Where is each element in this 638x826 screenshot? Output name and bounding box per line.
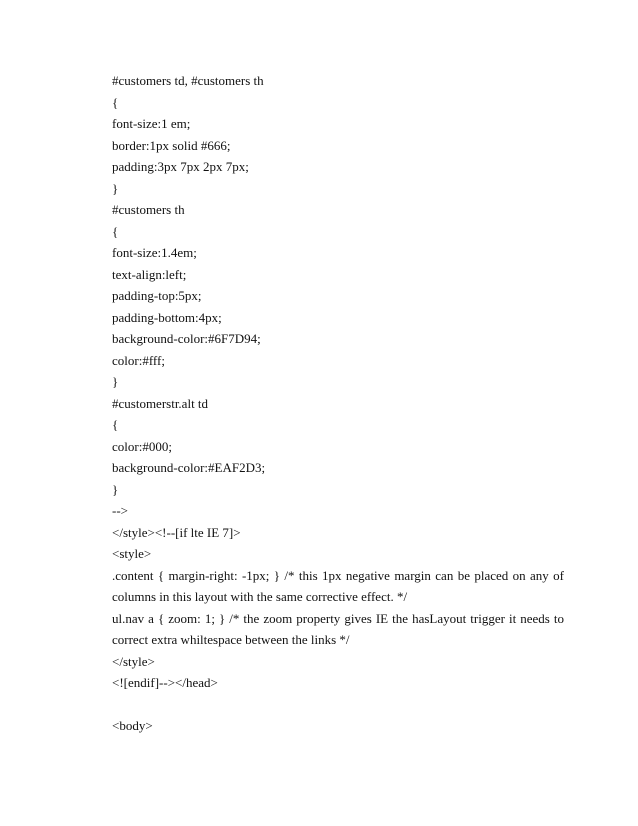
code-line: } [112, 374, 119, 389]
code-line: } [112, 180, 119, 196]
code-line: text-align:left; [112, 266, 187, 282]
code-listing [112, 70, 564, 737]
code-line: #customerstr.alt td [112, 395, 209, 411]
code-line: <![endif]--></head> [112, 675, 218, 690]
code-line: <style> [112, 546, 152, 561]
code-line: background-color:#EAF2D3; [112, 460, 266, 475]
code-line: border:1px solid #666; [112, 137, 231, 153]
code-line: font-size:1 em; [112, 116, 191, 131]
code-line: <body> [112, 718, 153, 733]
blank-line [112, 694, 564, 716]
code-line: font-size:1.4em; [112, 245, 197, 260]
code-line: padding-top:5px; [112, 288, 202, 303]
code-line: --> [112, 503, 128, 518]
code-line: color:#000; [112, 438, 172, 454]
code-line: correct extra whiltespace between the links */ [112, 632, 350, 647]
code-line: ul.nav a { zoom: 1; } /* the zoom property gives IE the hasLayout trigger it needs to [112, 610, 564, 626]
code-line: columns in this layout with the same corrective effect. */ [112, 589, 408, 604]
code-line: padding:3px 7px 2px 7px; [112, 159, 249, 174]
code-line: padding-bottom:4px; [112, 309, 222, 325]
code-line: #customers th [112, 202, 185, 217]
code-line: </style><!--[if lte IE 7]> [112, 524, 241, 540]
code-line: { [112, 417, 119, 432]
code-line: } [112, 481, 119, 497]
code-line: </style> [112, 653, 155, 669]
code-line: color:#fff; [112, 352, 165, 368]
code-line: .content { margin-right: -1px; } /* this 1px negative margin can be placed on any of [112, 567, 564, 583]
code-line: { [112, 223, 119, 239]
code-line: background-color:#6F7D94; [112, 331, 261, 346]
code-line: { [112, 94, 119, 110]
code-line: #customers td, #customers th [112, 73, 264, 88]
